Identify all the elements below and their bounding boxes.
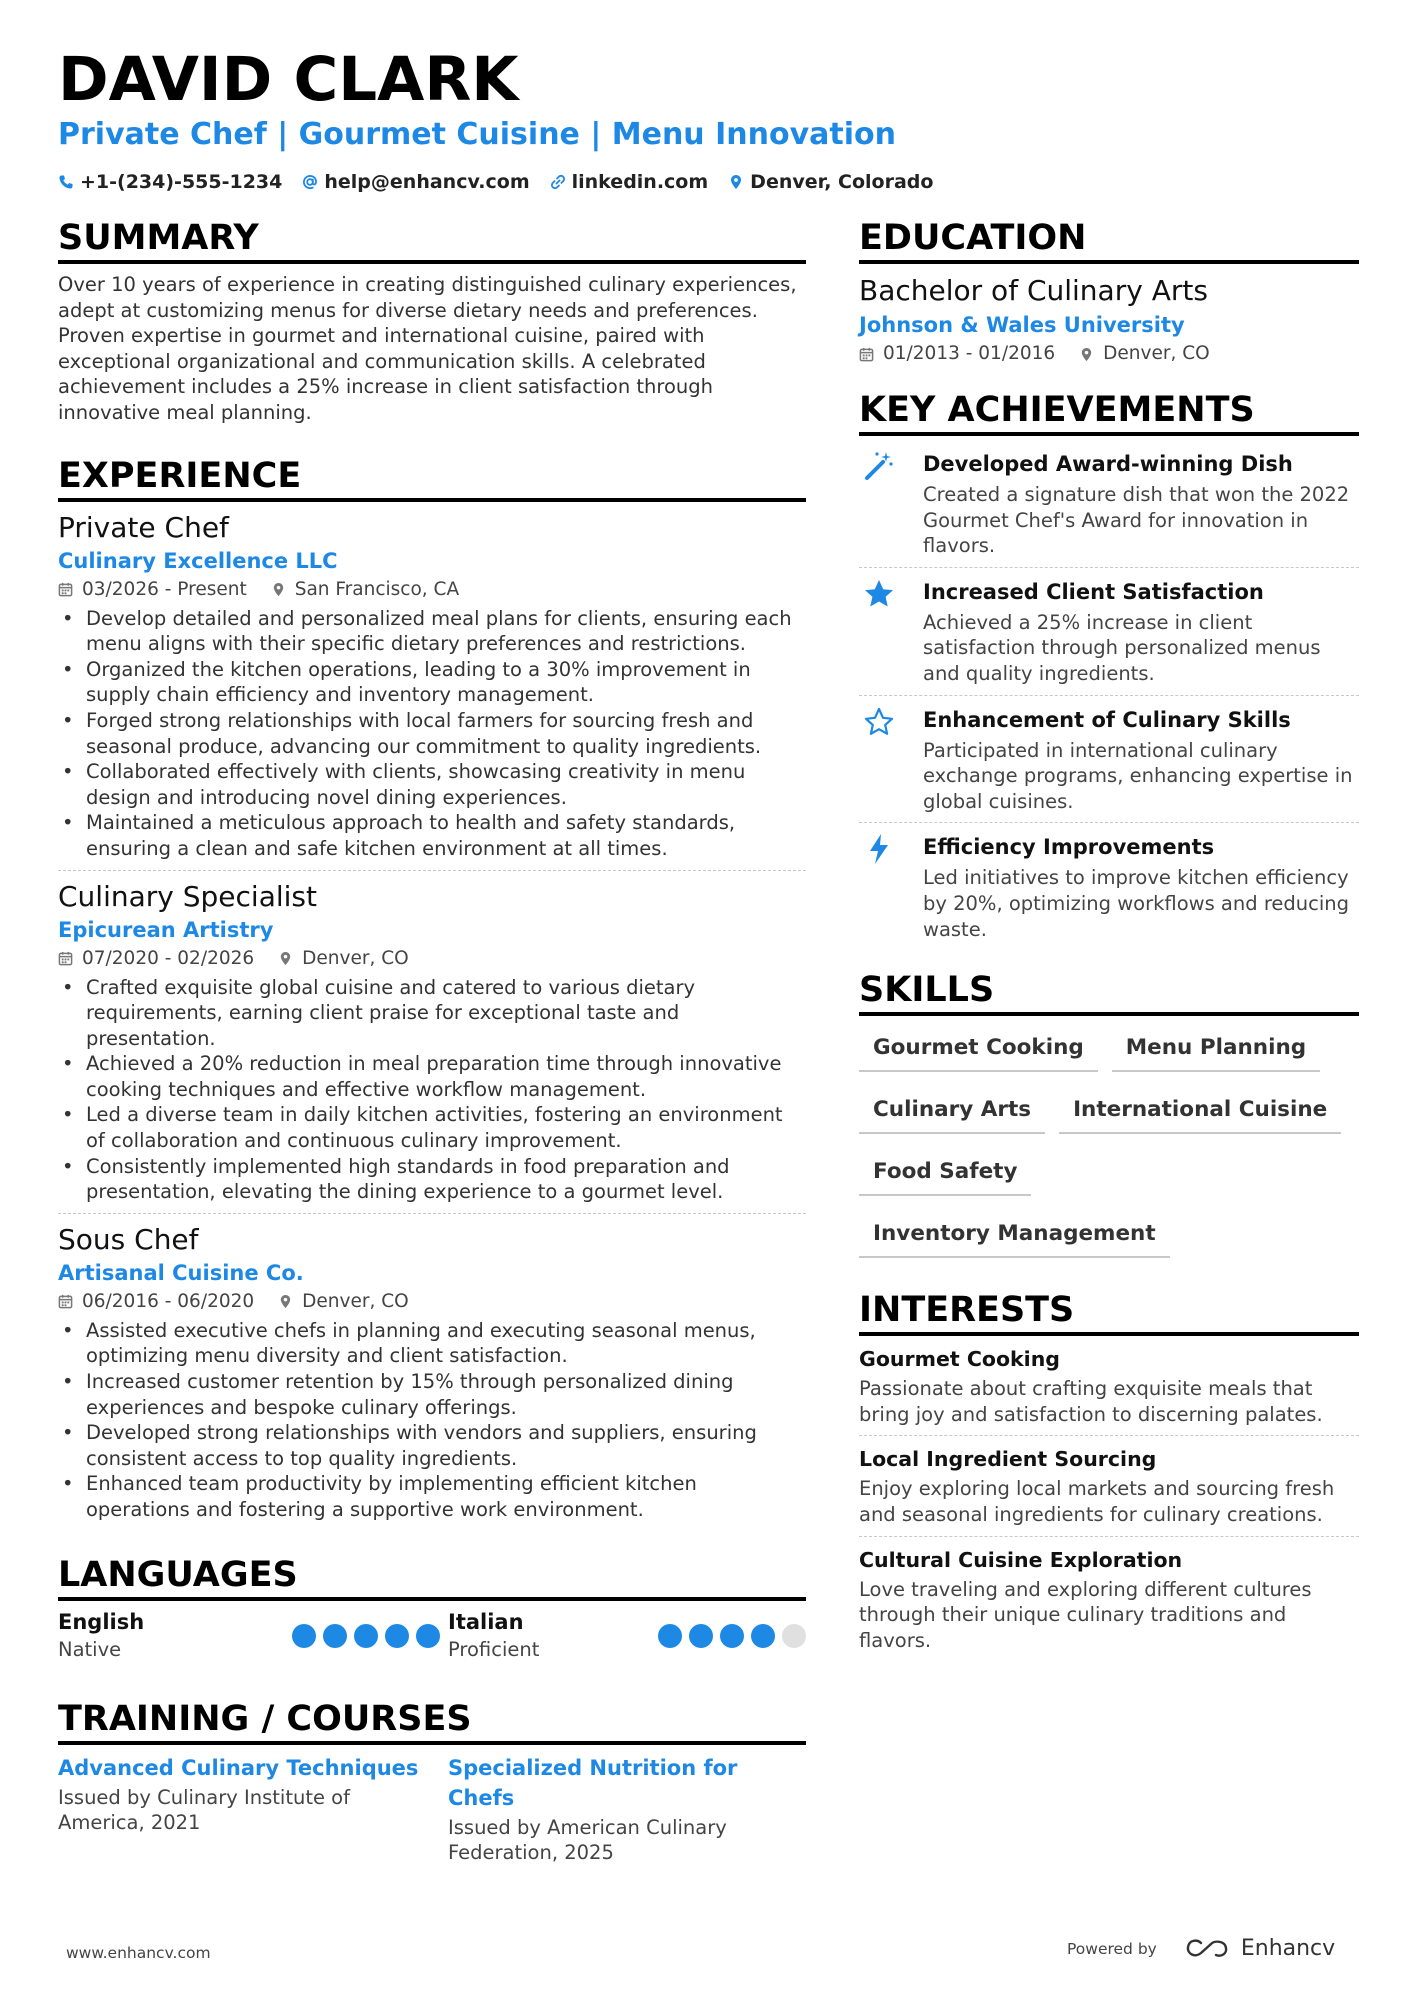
email-text: help@enhancv.com [324,171,530,193]
interests-section [859,1288,1359,1661]
contact-bar [58,170,953,194]
headline: Private Chef | Gourmet Cuisine | Menu Innovation [58,117,896,152]
languages-section [58,1553,806,1663]
job-dates [58,576,247,604]
interest-title: Cultural Cuisine Exploration [859,1547,1183,1572]
achievement-desc: Led initiatives to improve kitchen efficiency by 20%, optimizing workflows and reducing waste. [923,866,1350,941]
course-item [58,1753,448,1866]
job-bullets [58,606,806,862]
link-icon [550,174,566,190]
bullet-item: • Forged strong relationships with local farmers for sourcing fresh and seasonal produce, advancing our commitment to quality ingredients. [58,708,806,759]
job-location-text: San Francisco, CA [294,578,460,600]
interest-title: Gourmet Cooking [859,1347,1060,1372]
language-rating [651,1624,806,1648]
calendar-icon [859,347,874,362]
rating-dot-filled [354,1624,378,1648]
job-location-text: Denver, CO [302,947,409,969]
star-outline-icon [863,706,895,738]
job-title: Culinary Specialist [58,879,317,913]
phone-text: +1-(234)-555-1234 [80,171,283,193]
achievement-title: Increased Client Satisfaction [923,579,1264,604]
language-name: English [58,1609,145,1634]
bullet-item: • Achieved a 20% reduction in meal preparation time through innovative cooking techniques and effective workflow management. [58,1051,806,1102]
linkedin-text: linkedin.com [571,171,709,193]
degree: Bachelor of Culinary Arts [859,274,1208,307]
company-name: Culinary Excellence LLC [58,548,338,573]
calendar-icon [58,582,73,597]
experience-section [58,454,806,1531]
language-level: Proficient [448,1637,540,1661]
interests-heading: INTERESTS [859,1288,1359,1336]
education-location-text: Denver, CO [1103,343,1210,364]
company-name: Artisanal Cuisine Co. [58,1260,304,1285]
brand-name: Enhancv [1240,1936,1336,1961]
bullet-item: • Assisted executive chefs in planning and executing seasonal menus, optimizing menu diversity and client satisfaction. [58,1318,806,1369]
calendar-icon [58,951,73,966]
job-entry [58,1213,806,1531]
bullet-item: • Crafted exquisite global cuisine and catered to various dietary requirements, earning client praise for exceptional taste and presentation. [58,975,806,1052]
course-item [448,1753,806,1866]
skills-heading: SKILLS [859,968,1359,1016]
bullet-item: • Enhanced team productivity by implementing efficient kitchen operations and fostering a supportive work environment. [58,1471,806,1522]
experience-heading: EXPERIENCE [58,454,806,502]
company-name: Epicurean Artistry [58,917,274,942]
achievement-desc: Participated in international culinary exchange programs, enhancing expertise in global cuisines. [923,738,1353,813]
job-location [271,576,459,604]
location-pin-icon [1079,347,1094,362]
course-desc: Issued by American Culinary Federation, 2025 [448,1815,727,1865]
interest-desc: Passionate about crafting exquisite meals that bring joy and satisfaction to discerning palates. [859,1377,1323,1426]
languages-row [58,1609,806,1663]
location-pin-icon [728,174,744,190]
skill-tag: Gourmet Cooking [859,1024,1098,1072]
lightning-icon [863,833,895,865]
job-entry [58,510,806,870]
achievement-item [859,444,1359,567]
achievement-title: Developed Award-winning Dish [923,452,1293,476]
location-text: Denver, Colorado [750,171,934,193]
job-entry [58,870,806,1213]
achievement-body [923,833,1359,942]
job-meta [58,1288,806,1316]
bullet-item: • Organized the kitchen operations, leading to a 30% improvement in supply chain efficiency and inventory management. [58,657,806,708]
bullet-item: • Increased customer retention by 15% through personalized dining experiences and bespoke culinary offerings. [58,1369,806,1420]
rating-dot-filled [416,1624,440,1648]
job-dates-text: 07/2020 - 02/2026 [82,947,255,969]
job-bullets [58,1318,806,1523]
bullet-item: • Maintained a meticulous approach to health and safety standards, ensuring a clean and safe kitchen environment at all times. [58,810,806,861]
job-location [278,1288,409,1316]
education-section [859,216,1359,368]
left-column [58,216,806,1866]
skill-tag: International Cuisine [1059,1086,1341,1134]
calendar-icon [58,1294,73,1309]
footer-website-link[interactable]: www.enhancv.com [66,1944,211,1962]
achievements-section [859,388,1359,946]
rating-dot-filled [751,1624,775,1648]
rating-dot-empty [782,1624,806,1648]
rating-dot-filled [292,1624,316,1648]
contact-linkedin[interactable] [550,171,709,193]
job-location-text: Denver, CO [302,1290,409,1312]
job-title: Sous Chef [58,1222,199,1256]
star-filled-icon [863,578,895,610]
interest-desc: Enjoy exploring local markets and sourcing fresh and seasonal ingredients for culinary creations. [859,1477,1335,1526]
magic-wand-icon [863,450,895,482]
job-dates-text: 06/2016 - 06/2020 [82,1290,255,1312]
location-pin-icon [271,582,286,597]
skill-tag: Food Safety [859,1148,1031,1196]
achievement-body [923,450,1359,559]
powered-by-label: Powered by [1067,1939,1157,1958]
contact-email[interactable] [302,171,529,193]
training-heading: TRAINING / COURSES [58,1697,806,1745]
interest-desc: Love traveling and exploring different cultures through their unique culinary traditions and flavors. [859,1577,1312,1652]
candidate-name: DAVID CLARK [58,44,519,115]
contact-location [728,171,933,193]
interest-item [859,1435,1359,1535]
job-dates [58,945,254,973]
at-sign-icon [302,174,318,190]
language-item [448,1609,806,1663]
achievements-heading: KEY ACHIEVEMENTS [859,388,1359,436]
language-text [448,1609,539,1663]
job-dates-text: 03/2026 - Present [82,578,247,600]
achievement-item [859,567,1359,695]
education-location [1079,340,1210,368]
course-title: Advanced Culinary Techniques [58,1755,419,1780]
bullet-item: • Consistently implemented high standards in food preparation and presentation, elevating the dining experience to a gourmet level. [58,1154,806,1205]
summary-heading: SUMMARY [58,216,806,264]
right-column [859,216,1359,1661]
job-location [278,945,409,973]
enhancv-logo [1185,1936,1335,1961]
education-dates [859,340,1055,368]
achievement-body [923,578,1359,687]
rating-dot-filled [385,1624,409,1648]
job-meta [58,945,806,973]
bullet-item: • Collaborated effectively with clients, showcasing creativity in menu design and introducing novel dining experiences. [58,759,806,810]
bullet-item: • Develop detailed and personalized meal plans for clients, ensuring each menu aligns with their specific dietary preferences and restrictions. [58,606,806,657]
course-title: Specialized Nutrition for Chefs [448,1755,738,1810]
language-level: Native [58,1637,122,1661]
achievement-item [859,695,1359,823]
location-pin-icon [278,951,293,966]
achievement-desc: Created a signature dish that won the 2022 Gourmet Chef's Award for innovation in flavors. [923,483,1350,558]
bullet-item: • Developed strong relationships with vendors and suppliers, ensuring consistent access to top quality ingredients. [58,1420,806,1471]
contact-phone[interactable] [58,171,282,193]
achievement-title: Efficiency Improvements [923,835,1215,860]
summary-section [58,216,806,426]
rating-dot-filled [689,1624,713,1648]
education-meta [859,340,1359,368]
bullet-item: • Led a diverse team in daily kitchen activities, fostering an environment of collaboration and continuous culinary improvement. [58,1102,806,1153]
rating-dot-filled [658,1624,682,1648]
skills-list [859,1024,1359,1272]
achievement-desc: Achieved a 25% increase in client satisfaction through personalized menus and quality ingredients. [923,610,1321,685]
summary-text: Over 10 years of experience in creating distinguished culinary experiences, adept at customizing menus for diverse dietary needs and preferences. Proven expertise in gourmet and international cuisine, paired with exceptional organizational and communication skills. A celebrated achievement includes a 25% increase in client satisfaction through innovative meal planning. [58,273,797,424]
education-heading: EDUCATION [859,216,1359,264]
job-bullets [58,975,806,1205]
job-meta [58,576,806,604]
skill-tag: Menu Planning [1112,1024,1320,1072]
rating-dot-filled [720,1624,744,1648]
achievement-item [859,822,1359,946]
enhancv-logo-icon [1185,1937,1231,1961]
courses-row [58,1753,806,1866]
skill-tag: Inventory Management [859,1210,1170,1258]
training-section [58,1697,806,1866]
interest-item [859,1344,1359,1435]
achievement-title: Enhancement of Culinary Skills [923,707,1291,732]
skills-section [859,968,1359,1272]
job-dates [58,1288,254,1316]
footer-branding[interactable] [1067,1936,1335,1961]
education-dates-text: 01/2013 - 01/2016 [883,343,1056,364]
language-text [58,1609,144,1663]
job-title: Private Chef [58,510,229,544]
language-rating [285,1624,440,1648]
rating-dot-filled [323,1624,347,1648]
phone-icon [58,174,74,190]
skill-tag: Culinary Arts [859,1086,1045,1134]
school-name: Johnson & Wales University [859,313,1185,337]
location-pin-icon [278,1294,293,1309]
interest-title: Local Ingredient Sourcing [859,1447,1157,1472]
course-desc: Issued by Culinary Institute of America, 2021 [58,1785,350,1835]
interest-item [859,1536,1359,1662]
languages-heading: LANGUAGES [58,1553,806,1601]
language-name: Italian [448,1609,524,1634]
language-item [58,1609,448,1663]
achievement-body [923,706,1359,815]
